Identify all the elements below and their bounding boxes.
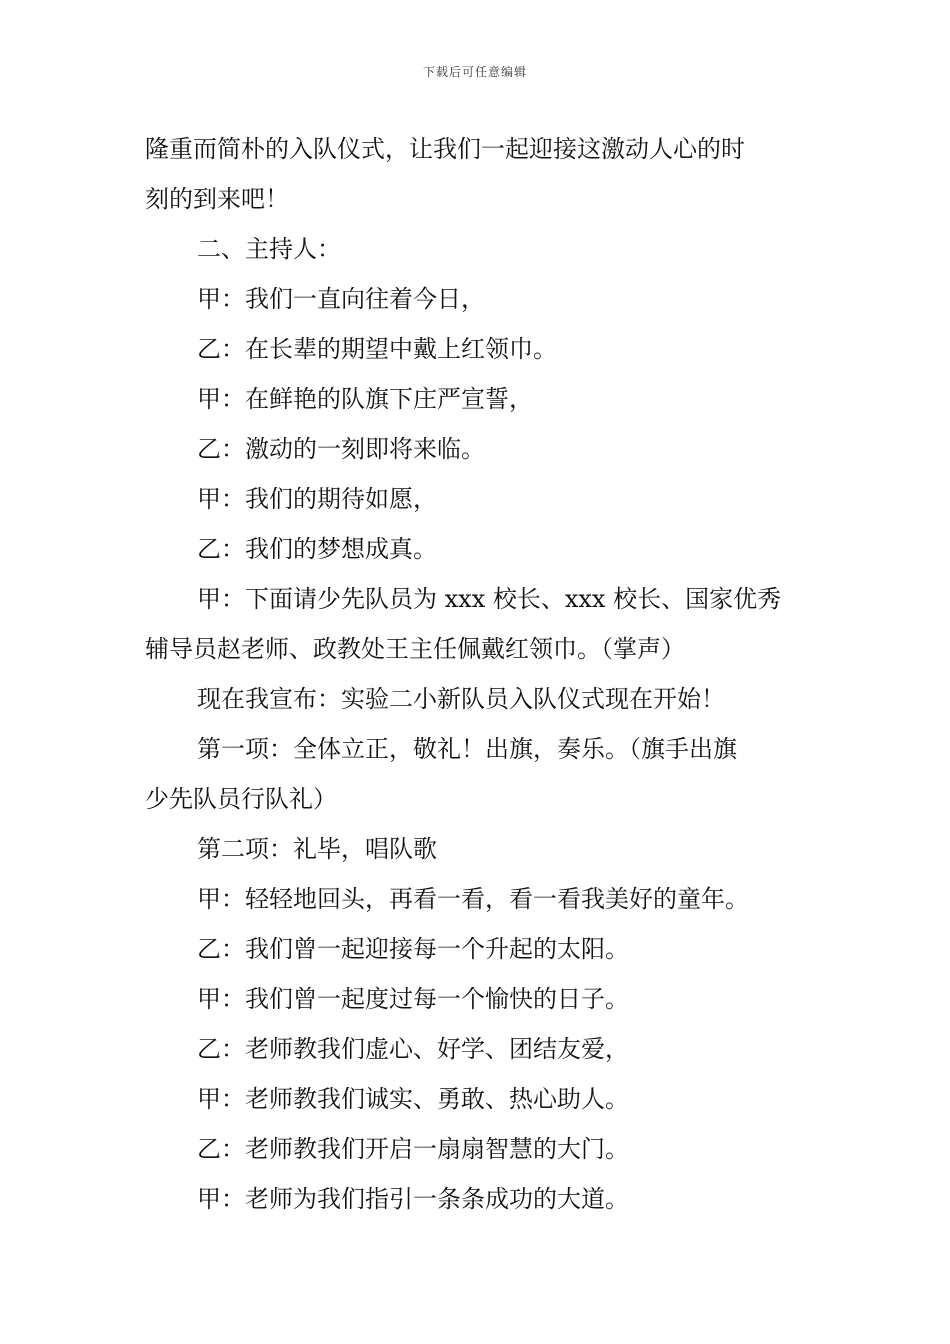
dialogue-line	[145, 1124, 810, 1174]
dialogue-line	[145, 524, 810, 574]
paragraph-line: 甲：我们一直向往着今日，	[197, 285, 485, 313]
dialogue-line	[145, 1174, 810, 1224]
dialogue-line	[145, 474, 810, 524]
paragraph-line: 少先队员行队礼）	[145, 785, 337, 813]
paragraph-line: 隆重而简朴的入队仪式，让我们一起迎接这激动人心的时	[145, 135, 745, 163]
dialogue-line	[145, 1074, 810, 1124]
dialogue-line	[145, 1024, 810, 1074]
section-heading	[145, 224, 810, 274]
dialogue-line	[145, 974, 810, 1024]
paragraph-line: 甲：我们的期待如愿，	[197, 485, 437, 513]
announcement	[145, 674, 810, 724]
dialogue-line	[145, 324, 810, 374]
paragraph	[145, 124, 810, 224]
paragraph-line: 乙：老师教我们虚心、好学、团结友爱，	[197, 1035, 629, 1063]
program-item	[145, 724, 810, 824]
paragraph-line: 甲：在鲜艳的队旗下庄严宣誓，	[197, 385, 533, 413]
dialogue-line	[145, 574, 810, 674]
paragraph-line: 乙：激动的一刻即将来临。	[197, 435, 485, 463]
dialogue-line	[145, 424, 810, 474]
program-item	[145, 824, 810, 874]
document-body	[145, 124, 810, 1224]
paragraph-line: 甲：下面请少先队员为 xxx 校长、xxx 校长、国家优秀	[197, 585, 782, 613]
paragraph-line: 乙：我们曾一起迎接每一个升起的太阳。	[197, 935, 629, 963]
page-header: 下载后可任意编辑	[422, 65, 527, 79]
paragraph-line: 第一项：全体立正，敬礼！出旗，奏乐。（旗手出旗	[197, 735, 737, 763]
paragraph-line: 第二项：礼毕，唱队歌	[197, 835, 437, 863]
paragraph-line: 甲：轻轻地回头，再看一看，看一看我美好的童年。	[197, 885, 749, 913]
dialogue-line	[145, 374, 810, 424]
paragraph-line: 现在我宣布：实验二小新队员入队仪式现在开始！	[197, 685, 725, 713]
paragraph-line: 刻的到来吧！	[145, 185, 289, 213]
dialogue-line	[145, 924, 810, 974]
paragraph-line: 甲：我们曾一起度过每一个愉快的日子。	[197, 985, 629, 1013]
dialogue-line	[145, 874, 810, 924]
paragraph-line: 甲：老师为我们指引一条条成功的大道。	[197, 1185, 629, 1213]
paragraph-line: 甲：老师教我们诚实、勇敢、热心助人。	[197, 1085, 629, 1113]
paragraph-line: 乙：我们的梦想成真。	[197, 535, 437, 563]
paragraph-line: 乙：老师教我们开启一扇扇智慧的大门。	[197, 1135, 629, 1163]
paragraph-line: 辅导员赵老师、政教处王主任佩戴红领巾。（掌声）	[145, 635, 685, 663]
dialogue-line	[145, 274, 810, 324]
paragraph-line: 乙：在长辈的期望中戴上红领巾。	[197, 335, 557, 363]
paragraph-line: 二、主持人：	[197, 235, 341, 263]
